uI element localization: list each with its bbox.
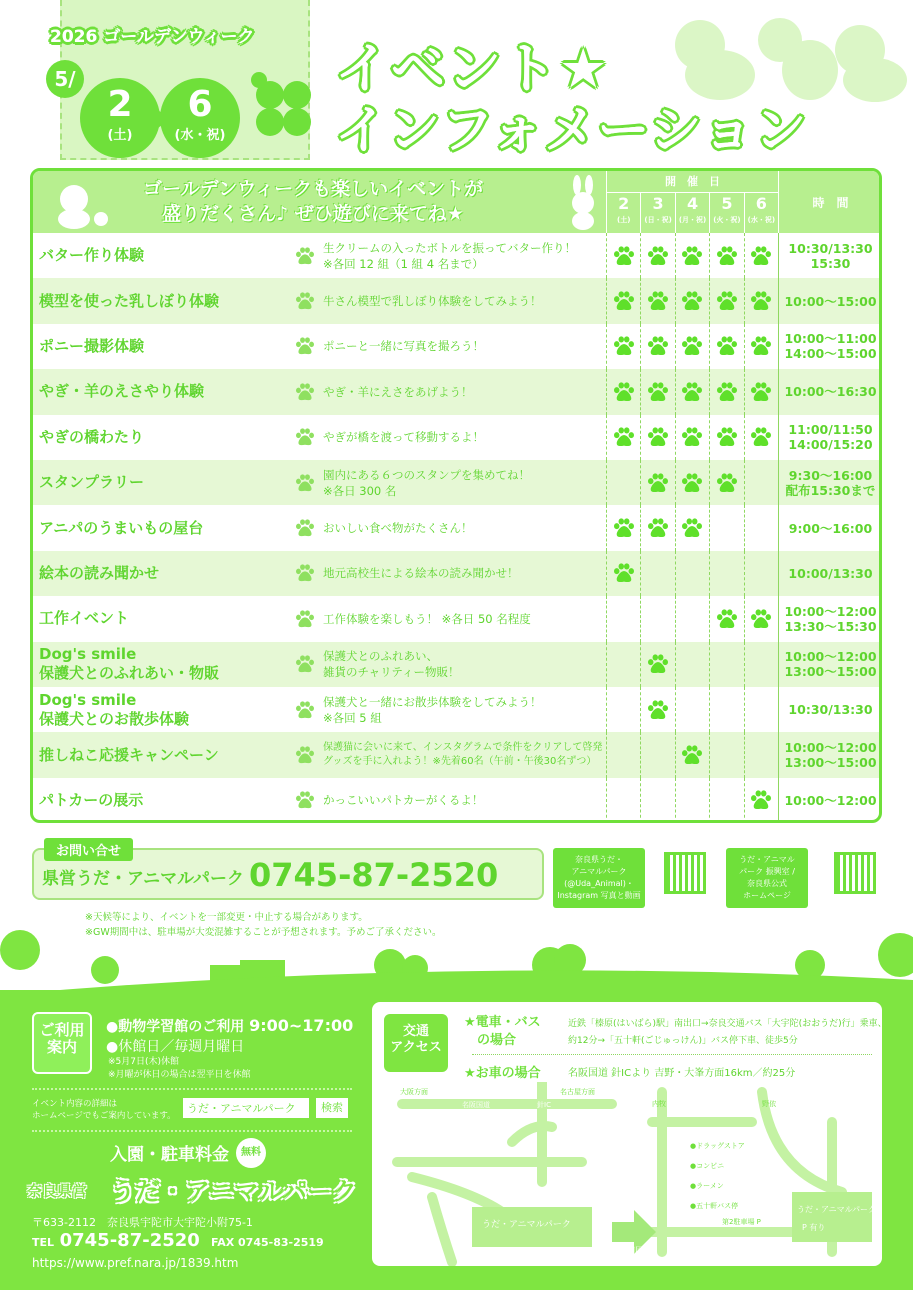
day-cell bbox=[744, 324, 778, 369]
day-cell bbox=[709, 778, 743, 823]
table-row bbox=[33, 460, 879, 505]
paw-icon bbox=[750, 790, 772, 810]
rabbit-icon bbox=[563, 175, 603, 231]
event-name: Dog's smile 保護犬とのふれあい・物販 bbox=[39, 645, 220, 683]
time-text: 10:00〜12:00 13:00〜15:00 bbox=[784, 649, 877, 680]
day-header-6 bbox=[744, 193, 778, 233]
web-note: イベント内容の詳細は ホームページでもご案内しています。 bbox=[32, 1099, 176, 1121]
day-cell bbox=[606, 415, 640, 460]
paw-icon bbox=[681, 518, 703, 538]
table-row bbox=[33, 278, 879, 323]
paw-icon bbox=[716, 246, 738, 266]
day-cell bbox=[606, 460, 640, 505]
intro-line-2: 盛りだくさん♪ ぜひ遊びに来てね★ bbox=[162, 203, 464, 225]
day-cell bbox=[744, 551, 778, 596]
description-text: やぎ・羊にえさをあげよう！ bbox=[323, 384, 473, 399]
instagram-qr-code[interactable] bbox=[664, 852, 706, 894]
event-name: Dog's smile 保護犬とのお散歩体験 bbox=[39, 690, 190, 728]
park-name: うだ・アニマルパーク bbox=[110, 1177, 358, 1206]
description-text: かっこいいパトカーがくるよ！ bbox=[323, 793, 484, 808]
paw-icon bbox=[613, 563, 635, 583]
end-dow: (水・祝) bbox=[174, 128, 226, 143]
day-cell bbox=[606, 233, 640, 278]
start-date-badge bbox=[80, 78, 160, 158]
title-line-2: インフォメーション bbox=[335, 101, 808, 161]
note-parking: ※GW期間中は、駐車場が大変混雑することが予想されます。予めご了承ください。 bbox=[85, 927, 442, 938]
tel-label: TEL bbox=[32, 1236, 55, 1249]
event-name: ポニー撮影体験 bbox=[39, 336, 145, 355]
day-of-week: (土) bbox=[617, 216, 631, 224]
intro-text bbox=[143, 177, 483, 227]
closed-notes bbox=[108, 1056, 251, 1082]
paw-icon bbox=[716, 473, 738, 493]
event-name: 工作イベント bbox=[39, 609, 130, 628]
day-of-week: (月・祝) bbox=[678, 216, 707, 224]
day-number: 2 bbox=[618, 194, 630, 213]
map-label-noyori: 野依 bbox=[762, 1100, 776, 1108]
description-text: おいしい食べ物がたくさん！ bbox=[323, 521, 473, 536]
day-cell bbox=[675, 778, 709, 823]
table-row bbox=[33, 596, 879, 641]
time-text: 10:30/13:30 bbox=[788, 702, 873, 718]
paw-icon bbox=[295, 292, 315, 310]
admission-fee-label: 入園・駐車料金 bbox=[110, 1145, 229, 1165]
divider bbox=[32, 1130, 352, 1132]
day-cell bbox=[640, 551, 674, 596]
day-cell bbox=[709, 369, 743, 414]
day-cell bbox=[744, 505, 778, 550]
day-cell bbox=[640, 505, 674, 550]
tel-fax-row bbox=[32, 1230, 324, 1251]
day-cell bbox=[606, 732, 640, 777]
paw-icon bbox=[295, 428, 315, 446]
time-text: 11:00/11:50 14:00/15:20 bbox=[788, 422, 873, 453]
day-cell bbox=[744, 278, 778, 323]
event-description bbox=[295, 415, 607, 460]
paw-icon bbox=[647, 291, 669, 311]
day-cell bbox=[640, 460, 674, 505]
train-bus-directions: 近鉄「榛原(はいばら)駅」南出口→奈良交通バス「大宇陀(おおうだ)行」乗車、 約12分→「五十軒(ごじゅっけん)」バス停下車、徒歩5分 bbox=[568, 1019, 887, 1046]
day-cell bbox=[675, 369, 709, 414]
day-cell bbox=[709, 551, 743, 596]
paw-icon bbox=[295, 701, 315, 719]
day-cell bbox=[606, 596, 640, 641]
event-description bbox=[295, 778, 607, 823]
day-cell bbox=[709, 642, 743, 687]
train-bus-title: ★電車・バス の場合 bbox=[464, 1015, 541, 1048]
day-cell bbox=[744, 778, 778, 823]
day-header-5 bbox=[709, 193, 743, 233]
map-label-uchimaki: 内牧 bbox=[652, 1100, 666, 1108]
day-of-week: (日・祝) bbox=[644, 216, 672, 224]
event-time bbox=[778, 505, 882, 550]
event-time bbox=[778, 732, 882, 777]
day-cell bbox=[606, 369, 640, 414]
paw-icon bbox=[750, 291, 772, 311]
day-cell bbox=[709, 460, 743, 505]
event-name: アニパのうまいもの屋台 bbox=[39, 518, 204, 537]
day-cell bbox=[675, 324, 709, 369]
paw-icon bbox=[295, 337, 315, 355]
year-event-label: 2026 ゴールデンウィーク bbox=[50, 27, 255, 47]
time-text: 10:00〜15:00 bbox=[784, 293, 877, 309]
title-line-1: イベント★ bbox=[335, 37, 610, 100]
paw-icon bbox=[750, 246, 772, 266]
day-cell bbox=[606, 778, 640, 823]
clover-icon bbox=[245, 70, 325, 150]
paw-icon bbox=[647, 246, 669, 266]
day-header-2 bbox=[607, 193, 640, 233]
paw-icon bbox=[681, 291, 703, 311]
map-label-park: うだ・アニマルパーク bbox=[482, 1220, 571, 1230]
paw-icon bbox=[647, 427, 669, 447]
address: 〒633-2112 奈良県宇陀市大宇陀小附75-1 bbox=[32, 1216, 253, 1229]
table-header bbox=[33, 171, 879, 233]
event-name: パトカーの展示 bbox=[39, 790, 144, 809]
table-row bbox=[33, 369, 879, 414]
free-badge: 無料 bbox=[236, 1138, 266, 1168]
day-cell bbox=[640, 778, 674, 823]
paw-icon bbox=[716, 291, 738, 311]
divider bbox=[32, 1088, 352, 1090]
event-name: 絵本の読み聞かせ bbox=[39, 563, 160, 582]
day-cell bbox=[675, 233, 709, 278]
event-time bbox=[778, 687, 882, 732]
event-time bbox=[778, 596, 882, 641]
paw-icon bbox=[295, 610, 315, 628]
event-description bbox=[295, 732, 607, 777]
event-description bbox=[295, 642, 607, 687]
day-cell bbox=[640, 278, 674, 323]
day-cell bbox=[606, 324, 640, 369]
day-number: 4 bbox=[686, 194, 699, 213]
time-text: 9:00〜16:00 bbox=[788, 520, 873, 536]
description-text: 生クリームの入ったボトルを振ってバター作り！ ※各回 12 組（1 組 4 名まで） bbox=[323, 240, 576, 271]
day-cell bbox=[606, 505, 640, 550]
event-time bbox=[778, 778, 882, 823]
day-cell bbox=[675, 415, 709, 460]
map-label-meihan: 名阪国道 bbox=[462, 1101, 490, 1109]
paw-icon bbox=[295, 564, 315, 582]
day-cell bbox=[709, 596, 743, 641]
farm-animals-illustration bbox=[660, 10, 910, 105]
closed-note-1: ※5月7日(木)休館 bbox=[108, 1057, 180, 1067]
note-weather: ※天候等により、イベントを一部変更・中止する場合があります。 bbox=[85, 912, 368, 923]
day-cell bbox=[744, 687, 778, 732]
start-day: 2 bbox=[107, 84, 133, 125]
description-text: 園内にある６つのスタンプを集めてね！ ※各日 300 名 bbox=[323, 467, 530, 498]
day-cell bbox=[640, 324, 674, 369]
paw-icon bbox=[295, 247, 315, 265]
time-text: 10:30/13:30 15:30 bbox=[788, 240, 873, 271]
map-label-parking: P 有り bbox=[802, 1223, 826, 1232]
map-label-osaka: 大阪方面 bbox=[400, 1088, 428, 1096]
day-cell bbox=[640, 415, 674, 460]
days-header bbox=[606, 171, 778, 233]
park-prefix: 奈良県営 bbox=[27, 1182, 88, 1200]
contact-name: 県営うだ・アニマルパーク bbox=[42, 869, 244, 889]
event-time bbox=[778, 642, 882, 687]
paw-icon bbox=[716, 427, 738, 447]
paw-icon bbox=[681, 473, 703, 493]
day-cell bbox=[640, 732, 674, 777]
table-row bbox=[33, 324, 879, 369]
paw-icon bbox=[613, 246, 635, 266]
day-cell bbox=[675, 551, 709, 596]
map-label-ramen: ●ラーメン bbox=[690, 1182, 724, 1190]
hours-value: 9:00~17:00 bbox=[249, 1016, 354, 1035]
day-cell bbox=[675, 460, 709, 505]
paw-icon bbox=[716, 336, 738, 356]
day-cell bbox=[744, 233, 778, 278]
month-badge: 5/ bbox=[46, 60, 84, 98]
day-header-3 bbox=[640, 193, 674, 233]
paw-icon bbox=[716, 382, 738, 402]
fax-number: FAX 0745-83-2519 bbox=[210, 1236, 324, 1249]
day-of-week: (火・祝) bbox=[713, 216, 741, 224]
hours-row bbox=[106, 1016, 353, 1036]
description-text: ポニーと一緒に写真を撮ろう！ bbox=[323, 339, 484, 354]
day-cell bbox=[606, 687, 640, 732]
day-cell bbox=[744, 415, 778, 460]
start-dow: (土) bbox=[107, 128, 133, 143]
paw-icon bbox=[295, 746, 315, 764]
divider bbox=[472, 1054, 872, 1055]
description-text: 工作体験を楽しもう！ ※各日 50 名程度 bbox=[323, 611, 531, 626]
day-cell bbox=[675, 505, 709, 550]
map-label-conv: ●コンビニ bbox=[690, 1162, 725, 1170]
day-cell bbox=[640, 642, 674, 687]
map-label-drug: ●ドラッグストア bbox=[690, 1142, 745, 1150]
day-cell bbox=[675, 278, 709, 323]
event-description bbox=[295, 460, 607, 505]
map-label-busstop: ●五十軒バス停 bbox=[690, 1202, 739, 1210]
paw-icon bbox=[613, 518, 635, 538]
paw-icon bbox=[750, 427, 772, 447]
day-cell bbox=[709, 324, 743, 369]
day-cell bbox=[744, 732, 778, 777]
event-description bbox=[295, 278, 607, 323]
day-cell bbox=[640, 233, 674, 278]
event-description bbox=[295, 687, 607, 732]
time-text: 10:00〜11:00 14:00〜15:00 bbox=[784, 331, 877, 362]
day-cell bbox=[709, 278, 743, 323]
day-number: 5 bbox=[721, 194, 733, 213]
website-url[interactable]: https://www.pref.nara.jp/1839.htm bbox=[32, 1256, 239, 1270]
paw-icon bbox=[681, 382, 703, 402]
day-cell bbox=[675, 687, 709, 732]
table-row bbox=[33, 732, 879, 777]
day-cell bbox=[606, 551, 640, 596]
day-number: 6 bbox=[755, 194, 767, 213]
hours-label: ●動物学習館のご利用 bbox=[106, 1019, 245, 1035]
usage-info-badge: ご利用 案内 bbox=[32, 1012, 92, 1074]
closed-day: ●休館日／毎週月曜日 bbox=[106, 1039, 245, 1055]
event-description bbox=[295, 369, 607, 414]
paw-icon bbox=[681, 745, 703, 765]
paw-icon bbox=[647, 473, 669, 493]
paw-icon bbox=[681, 427, 703, 447]
description-text: 保護犬と一緒にお散歩体験をしてみよう！ ※各回 5 組 bbox=[323, 694, 542, 725]
day-of-week: (水・祝) bbox=[747, 216, 776, 224]
paw-icon bbox=[613, 427, 635, 447]
day-cell bbox=[640, 687, 674, 732]
day-cell bbox=[640, 596, 674, 641]
day-cell bbox=[709, 687, 743, 732]
event-name: やぎの橋わたり bbox=[39, 427, 145, 446]
closed-note-2: ※月曜が休日の場合は翌平日を休館 bbox=[108, 1070, 251, 1080]
access-map bbox=[372, 1082, 882, 1266]
intro-line-1: ゴールデンウィークも楽しいイベントが bbox=[143, 178, 484, 200]
paw-icon bbox=[681, 246, 703, 266]
time-header: 時 間 bbox=[778, 171, 882, 233]
end-day: 6 bbox=[187, 84, 213, 125]
trees-animals-silhouette bbox=[0, 920, 913, 995]
event-table bbox=[30, 168, 882, 823]
table-row bbox=[33, 505, 879, 550]
time-text: 10:00〜12:00 bbox=[784, 792, 877, 808]
map-label-hari: 針IC bbox=[537, 1101, 551, 1109]
map-label-parking2: 第2駐車場 P bbox=[722, 1218, 761, 1226]
description-text: やぎが橋を渡って移動するよ！ bbox=[323, 430, 484, 445]
homepage-qr-code[interactable] bbox=[834, 852, 876, 894]
table-row bbox=[33, 551, 879, 596]
days-header-label: 開 催 日 bbox=[607, 171, 778, 193]
paw-icon bbox=[295, 791, 315, 809]
event-name: 推しねこ応援キャンペーン bbox=[39, 745, 219, 764]
day-cell bbox=[744, 369, 778, 414]
time-text: 9:30〜16:00 配布15:30まで bbox=[785, 467, 876, 498]
paw-icon bbox=[613, 382, 635, 402]
event-time bbox=[778, 233, 882, 278]
table-row bbox=[33, 642, 879, 687]
time-text: 10:00〜16:30 bbox=[784, 384, 877, 400]
time-text: 10:00〜12:00 13:00〜15:00 bbox=[784, 740, 877, 771]
event-time bbox=[778, 460, 882, 505]
tel-number: 0745-87-2520 bbox=[59, 1230, 200, 1251]
chick-icon bbox=[39, 179, 119, 229]
day-cell bbox=[709, 233, 743, 278]
paw-icon bbox=[750, 382, 772, 402]
day-header-4 bbox=[675, 193, 709, 233]
contact-label: お問い合せ bbox=[44, 838, 133, 861]
event-name: バター作り体験 bbox=[39, 246, 145, 265]
paw-icon bbox=[295, 519, 315, 537]
table-row bbox=[33, 233, 879, 278]
day-cell bbox=[744, 596, 778, 641]
day-cell bbox=[640, 369, 674, 414]
event-name: やぎ・羊のえさやり体験 bbox=[39, 382, 205, 401]
paw-icon bbox=[716, 609, 738, 629]
description-text: 牛さん模型で乳しぼり体験をしてみよう！ bbox=[323, 294, 542, 309]
day-cell bbox=[675, 642, 709, 687]
paw-icon bbox=[750, 336, 772, 356]
instagram-link[interactable]: 奈良県うだ・ アニマルパーク (@Uda_Animal)・ Instagram 写真と動画 bbox=[553, 848, 645, 908]
paw-icon bbox=[613, 291, 635, 311]
paw-icon bbox=[647, 382, 669, 402]
event-time bbox=[778, 415, 882, 460]
event-name: 模型を使った乳しぼり体験 bbox=[39, 291, 220, 310]
access-box bbox=[372, 1002, 887, 1266]
paw-icon bbox=[647, 700, 669, 720]
search-button[interactable]: 検索 bbox=[316, 1098, 348, 1118]
event-name: スタンプラリー bbox=[39, 473, 145, 492]
description-text: 地元高校生による絵本の読み聞かせ！ bbox=[323, 566, 519, 581]
day-cell bbox=[606, 278, 640, 323]
search-input[interactable] bbox=[183, 1098, 309, 1118]
map-label-nagoya: 名古屋方面 bbox=[560, 1088, 595, 1096]
day-cell bbox=[675, 596, 709, 641]
time-text: 10:00〜12:00 13:30〜15:30 bbox=[784, 603, 877, 634]
contact-phone: 0745-87-2520 bbox=[249, 856, 499, 894]
day-cell bbox=[744, 460, 778, 505]
day-cell bbox=[709, 415, 743, 460]
day-cell bbox=[744, 642, 778, 687]
paw-icon bbox=[647, 654, 669, 674]
day-cell bbox=[709, 505, 743, 550]
description-text: 保護猫に会いに来て、インスタグラムで条件をクリアして啓発 グッズを手に入れよう！※先着60名（午前・午後30名ずつ） bbox=[323, 742, 603, 768]
event-description bbox=[295, 596, 607, 641]
event-description bbox=[295, 233, 607, 278]
access-badge: 交通 アクセス bbox=[384, 1014, 448, 1072]
day-number: 3 bbox=[652, 194, 664, 213]
paw-icon bbox=[295, 474, 315, 492]
end-date-badge bbox=[160, 78, 240, 158]
day-cell bbox=[709, 732, 743, 777]
table-row bbox=[33, 687, 879, 732]
paw-icon bbox=[750, 609, 772, 629]
event-description bbox=[295, 324, 607, 369]
table-row bbox=[33, 778, 879, 823]
event-time bbox=[778, 551, 882, 596]
paw-icon bbox=[681, 336, 703, 356]
map-label-detail: 詳細図 bbox=[617, 1247, 645, 1257]
event-time bbox=[778, 369, 882, 414]
time-text: 10:00/13:30 bbox=[788, 565, 873, 581]
paw-icon bbox=[647, 336, 669, 356]
paw-icon bbox=[295, 383, 315, 401]
event-description bbox=[295, 551, 607, 596]
day-cell bbox=[606, 642, 640, 687]
car-title: ★お車の場合 bbox=[464, 1066, 541, 1081]
paw-icon bbox=[647, 518, 669, 538]
car-directions: 名阪国道 針ICより 吉野・大峯方面16km／約25分 bbox=[568, 1068, 796, 1079]
homepage-link[interactable]: うだ・アニマル パーク 振興室 / 奈良県公式 ホームページ bbox=[726, 848, 808, 908]
table-row bbox=[33, 415, 879, 460]
paw-icon bbox=[613, 336, 635, 356]
event-time bbox=[778, 278, 882, 323]
event-time bbox=[778, 324, 882, 369]
day-cell bbox=[675, 732, 709, 777]
event-description bbox=[295, 505, 607, 550]
map-label-park-detail: うだ・アニマルパーク bbox=[797, 1205, 877, 1214]
paw-icon bbox=[295, 655, 315, 673]
description-text: 保護犬とのふれあい、 雑貨のチャリティー物販！ bbox=[323, 649, 460, 680]
